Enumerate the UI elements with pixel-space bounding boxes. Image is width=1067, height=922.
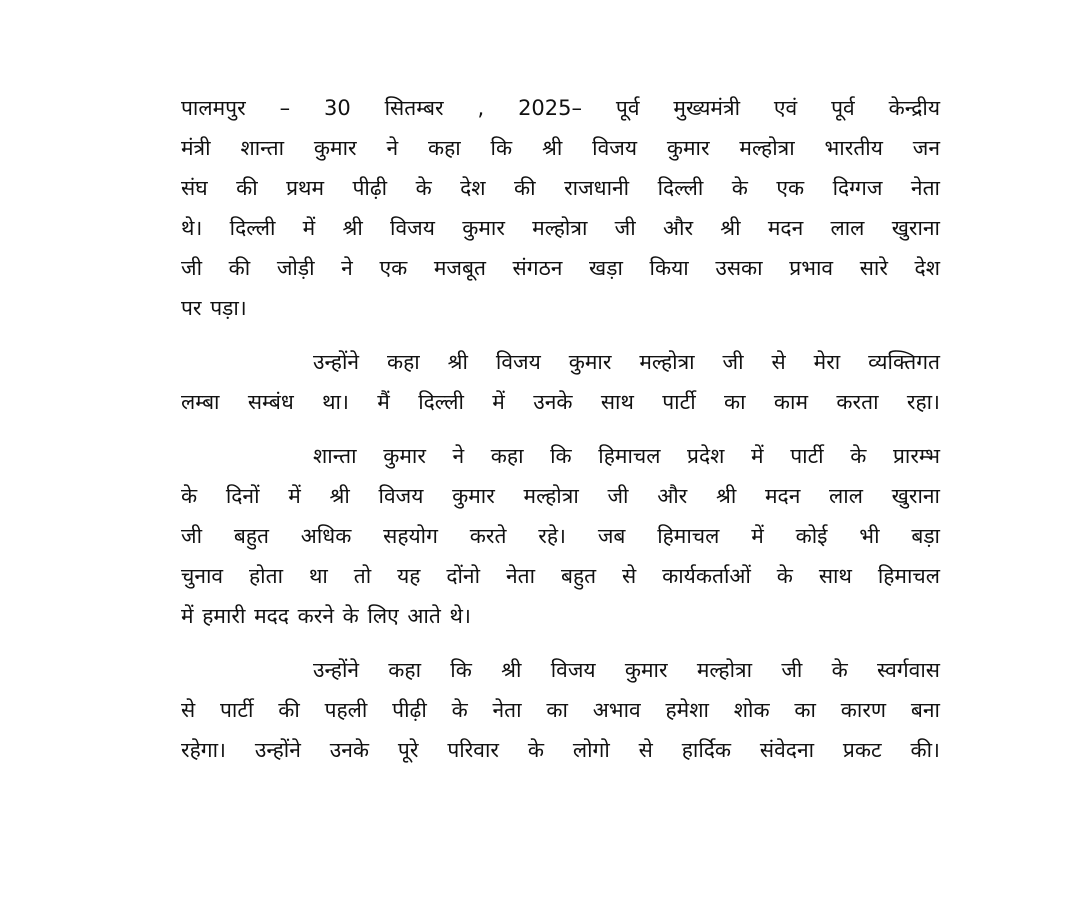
- text-line: उन्होंने कहा कि श्री विजय कुमार मल्होत्रा जी के स्वर्गवास: [313, 658, 940, 682]
- text-line: चुनाव होता था तो यह दोंनो नेता बहुत से कार्यकर्ताओं के साथ हिमाचल: [181, 564, 940, 588]
- text-line: रहेगा। उन्होंने उनके पूरे परिवार के लोगो से हार्दिक संवेदना प्रकट की।: [181, 738, 940, 762]
- text-line: जी की जोड़ी ने एक मजबूत संगठन खड़ा किया उसका प्रभाव सारे देश: [181, 256, 940, 280]
- text-line: मंत्री शान्ता कुमार ने कहा कि श्री विजय कुमार मल्होत्रा भारतीय जन: [181, 136, 940, 160]
- paragraph-3: [181, 438, 940, 638]
- paragraph-4: [181, 652, 940, 772]
- text-line: उन्होंने कहा श्री विजय कुमार मल्होत्रा जी से मेरा व्यक्तिगत: [313, 350, 940, 374]
- text-line: में हमारी मदद करने के लिए आते थे।: [181, 604, 471, 628]
- text-line: पालमपुर – 30 सितम्बर , 2025– पूर्व मुख्यमंत्री एवं पूर्व केन्द्रीय: [181, 96, 940, 120]
- text-line: लम्बा सम्बंध था। मैं दिल्ली में उनके साथ पार्टी का काम करता रहा।: [181, 390, 940, 414]
- press-release-document: [181, 90, 940, 786]
- text-line: संघ की प्रथम पीढ़ी के देश की राजधानी दिल्ली के एक दिग्गज नेता: [181, 176, 940, 200]
- text-line: थे। दिल्ली में श्री विजय कुमार मल्होत्रा जी और श्री मदन लाल खुराना: [181, 216, 940, 240]
- text-line: शान्ता कुमार ने कहा कि हिमाचल प्रदेश में पार्टी के प्रारम्भ: [313, 444, 940, 468]
- text-line: से पार्टी की पहली पीढ़ी के नेता का अभाव हमेशा शोक का कारण बना: [181, 698, 940, 722]
- paragraph-2: [181, 344, 940, 424]
- paragraph-1: [181, 90, 940, 330]
- text-line: पर पड़ा।: [181, 296, 247, 320]
- text-line: जी बहुत अधिक सहयोग करते रहे। जब हिमाचल में कोई भी बड़ा: [181, 524, 940, 548]
- text-line: के दिनों में श्री विजय कुमार मल्होत्रा जी और श्री मदन लाल खुराना: [181, 484, 940, 508]
